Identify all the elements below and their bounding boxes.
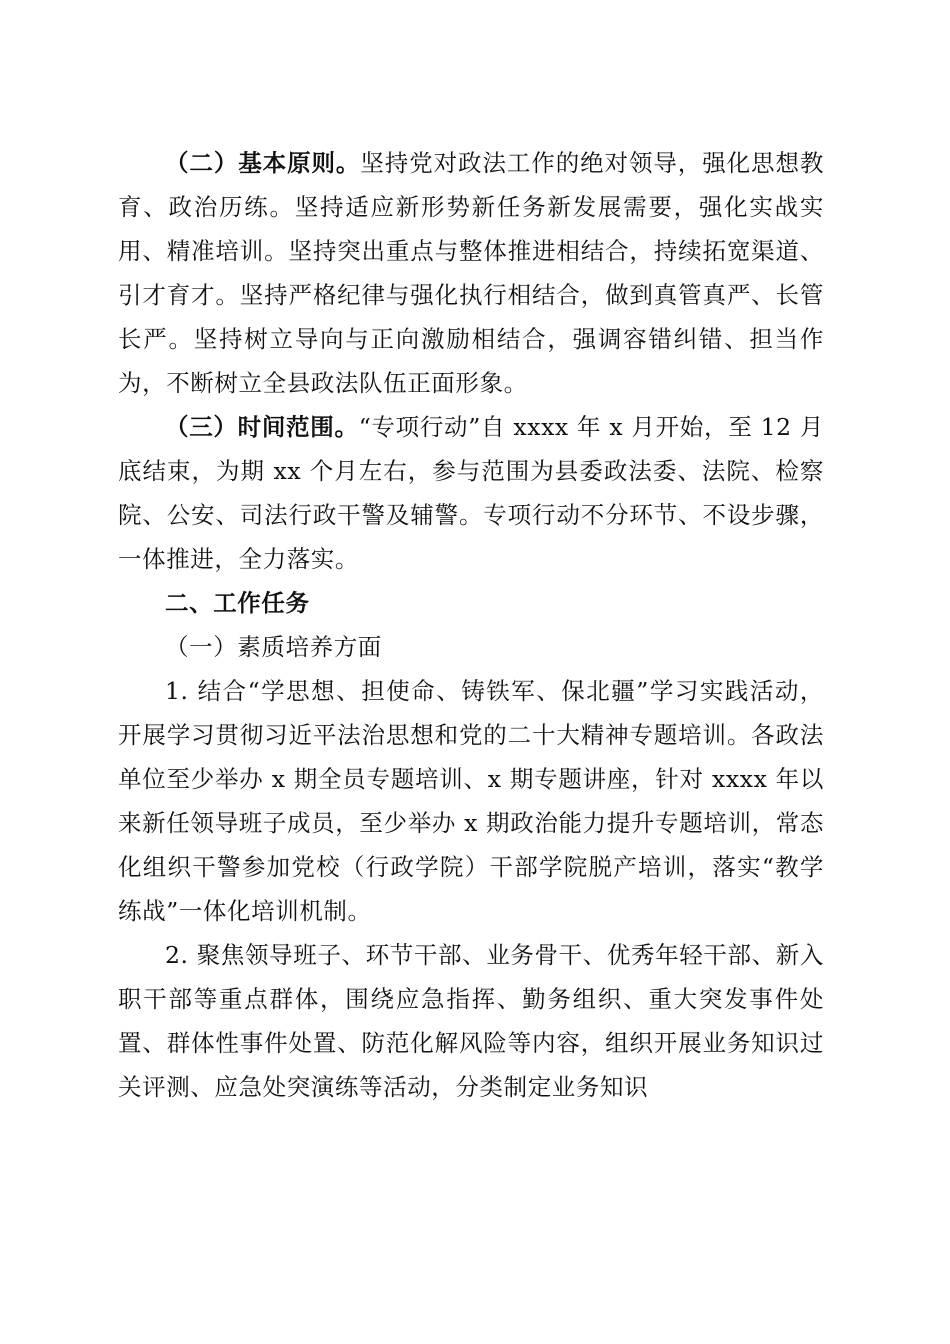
paragraph-lead: （二）基本原则。 [165,149,361,177]
paragraph-time-range [118,405,824,581]
document-page [118,141,824,1109]
subsection-heading: （一）素质培养方面 [165,633,382,661]
section-heading: 二、工作任务 [165,589,310,617]
list-item: 2. 聚焦领导班子、环节干部、业务骨干、优秀年轻干部、新入职干部等重点群体，围绕应急指挥、勤务组织、重大突发事件处置、群体性事件处置、防范化解风险等内容，组织开展业务知识过关评测、应急处突演练等活动，分类制定业务知识 [118,941,824,1101]
paragraph-basic-principles [118,141,824,405]
paragraph-lead: （三）时间范围。 [165,413,359,441]
list-item: 1. 结合“学思想、担使命、铸铁军、保北疆”学习实践活动，开展学习贯彻习近平法治思想和党的二十大精神专题培训。各政法单位至少举办 x 期全员专题培训、x 期专题讲座，针对 xxxx 年以来新任领导班子成员，至少举办 x 期政治能力提升专题培训，常态化组织干警参加党校（行政学院）干部学院脱产培训，落实“教学练战”一体化培训机制。 [118,677,824,925]
paragraph-body: “专项行动”自 xxxx 年 x 月开始，至 12 月底结束，为期 xx 个月左右，参与范围为县委政法委、法院、检察院、公安、司法行政干警及辅警。专项行动不分环节、不设步骤，一体推进，全力落实。 [118,413,824,573]
paragraph-body: 坚持党对政法工作的绝对领导，强化思想教育、政治历练。坚持适应新形势新任务新发展需要，强化实战实用、精准培训。坚持突出重点与整体推进相结合，持续拓宽渠道、引才育才。坚持严格纪律与强化执行相结合，做到真管真严、长管长严。坚持树立导向与正向激励相结合，强调容错纠错、担当作为，不断树立全县政法队伍正面形象。 [118,149,824,397]
